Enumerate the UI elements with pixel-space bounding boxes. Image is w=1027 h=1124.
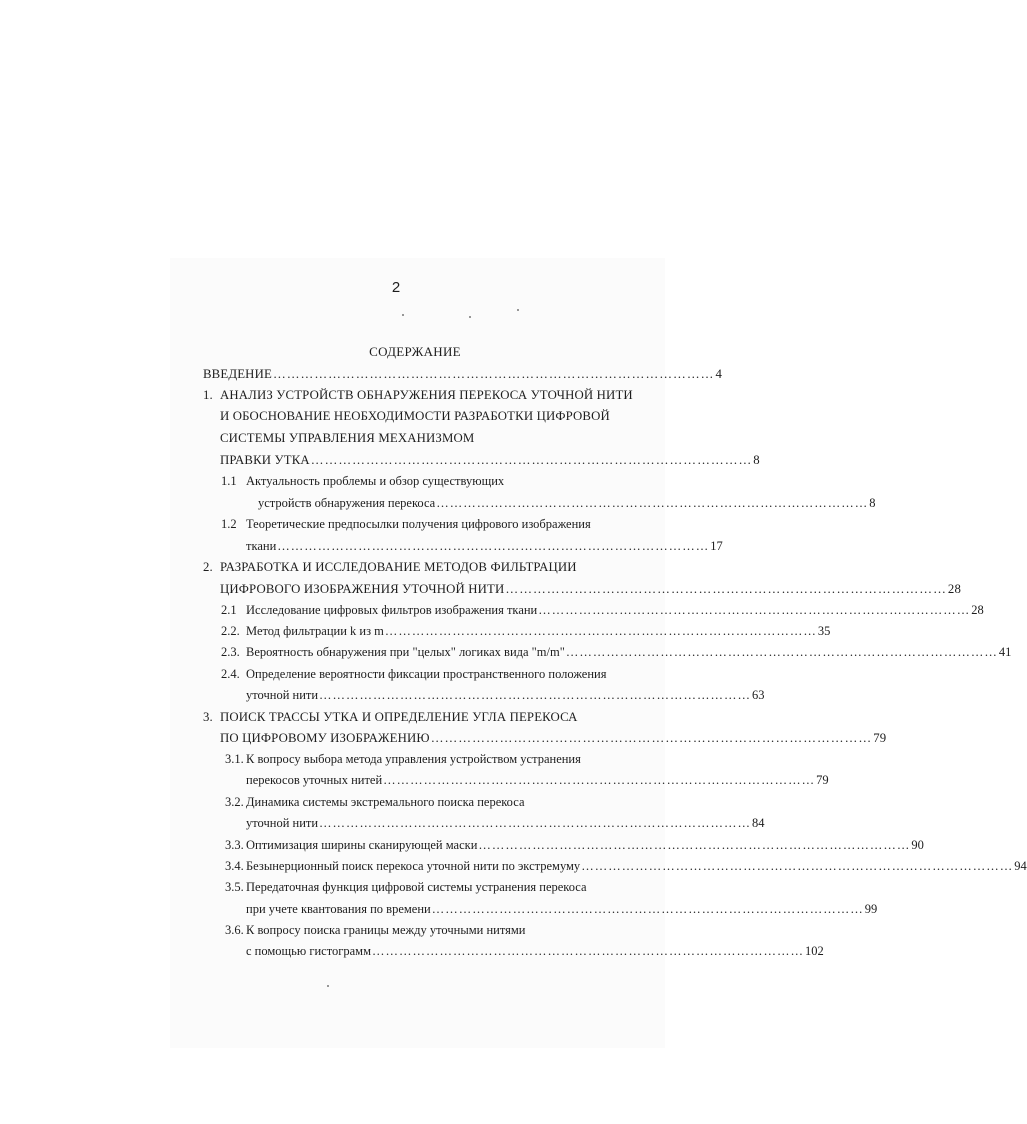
dot-leader: …………………………………………………………………………………… bbox=[565, 645, 998, 659]
toc-entry-label: ВВЕДЕНИЕ bbox=[203, 367, 272, 381]
toc-page-number: 94 bbox=[1014, 859, 1027, 873]
dot-leader: …………………………………………………………………………………… bbox=[310, 453, 753, 467]
section-number: 2.1 bbox=[221, 603, 237, 617]
dot-leader: …………………………………………………………………………………… bbox=[272, 367, 715, 381]
toc-entry-section-1-2[interactable] bbox=[246, 537, 723, 555]
toc-page-number: 35 bbox=[817, 624, 831, 638]
dot-leader: …………………………………………………………………………………… bbox=[581, 859, 1014, 873]
toc-page-number: 90 bbox=[911, 838, 924, 852]
dot-leader: …………………………………………………………………………………… bbox=[277, 539, 710, 553]
dot-leader: …………………………………………………………………………………… bbox=[436, 496, 869, 510]
toc-entry-label: Оптимизация ширины сканирующей маски bbox=[246, 838, 478, 852]
toc-entry-text: Передаточная функция цифровой системы устранения перекоса bbox=[246, 880, 587, 894]
toc-entry-text: Теоретические предпосылки получения цифрового изображения bbox=[246, 517, 591, 531]
toc-entry-chapter-3[interactable] bbox=[220, 729, 887, 747]
toc-page-number: 63 bbox=[752, 688, 765, 702]
toc-entry-label: при учете квантования по времени bbox=[246, 902, 431, 916]
section-number: 1.2 bbox=[221, 517, 237, 531]
toc-entry-chapter-2[interactable] bbox=[220, 580, 961, 598]
toc-page-number: 8 bbox=[753, 453, 760, 467]
toc-entry-section-3-5[interactable] bbox=[246, 900, 878, 918]
toc-entry-text: Определение вероятности фиксации пространственного положения bbox=[246, 667, 607, 681]
toc-entry-section-3-1[interactable] bbox=[246, 771, 829, 789]
toc-entry-label: Вероятность обнаружения при "целых" логиках вида "m/m" bbox=[246, 645, 565, 659]
toc-entry-section-2-1[interactable] bbox=[221, 601, 984, 619]
toc-entry-label: уточной нити bbox=[246, 816, 319, 830]
dot-leader: …………………………………………………………………………………… bbox=[383, 773, 816, 787]
scan-speck bbox=[517, 309, 519, 311]
toc-entry-section-2-3[interactable] bbox=[221, 643, 1012, 661]
dot-leader: …………………………………………………………………………………… bbox=[319, 816, 752, 830]
dot-leader: …………………………………………………………………………………… bbox=[478, 838, 911, 852]
toc-entry-section-3-6[interactable] bbox=[246, 942, 824, 960]
toc-entry-label: Исследование цифровых фильтров изображения ткани bbox=[246, 603, 538, 617]
dot-leader: …………………………………………………………………………………… bbox=[384, 624, 817, 638]
toc-entry-label: Безынерционный поиск перекоса уточной нити по экстремуму bbox=[246, 859, 581, 873]
toc-entry-label: уточной нити bbox=[246, 688, 319, 702]
toc-entry-chapter-1[interactable] bbox=[220, 451, 760, 469]
toc-page-number: 79 bbox=[873, 731, 887, 745]
toc-entry-section-3-3[interactable] bbox=[225, 836, 924, 854]
page-number: 2 bbox=[391, 279, 401, 296]
dot-leader: …………………………………………………………………………………… bbox=[371, 944, 804, 958]
section-number: 3.6. bbox=[225, 923, 244, 937]
section-number: 2.3. bbox=[221, 645, 240, 659]
section-number: 3.1. bbox=[225, 752, 244, 766]
toc-entry-label: ПО ЦИФРОВОМУ ИЗОБРАЖЕНИЮ bbox=[220, 731, 430, 745]
chapter-number: 2. bbox=[203, 560, 213, 574]
toc-entry-text: К вопросу выбора метода управления устройством устранения bbox=[246, 752, 581, 766]
toc-entry-text: И ОБОСНОВАНИЕ НЕОБХОДИМОСТИ РАЗРАБОТКИ ЦИФРОВОЙ bbox=[220, 409, 610, 423]
section-number: 3.5. bbox=[225, 880, 244, 894]
dot-leader: …………………………………………………………………………………… bbox=[431, 902, 864, 916]
toc-entry-text: Актуальность проблемы и обзор существующих bbox=[246, 474, 505, 488]
toc-page-number: 102 bbox=[804, 944, 824, 958]
toc-entry-text: Динамика системы экстремального поиска перекоса bbox=[246, 795, 525, 809]
toc-entry-label: с помощью гистограмм bbox=[246, 944, 371, 958]
toc-page-number: 79 bbox=[816, 773, 829, 787]
scan-speck bbox=[327, 985, 329, 987]
chapter-number: 1. bbox=[203, 388, 213, 402]
toc-entry-section-1-1[interactable] bbox=[258, 494, 876, 512]
toc-entry-intro[interactable] bbox=[203, 365, 722, 383]
section-number: 1.1 bbox=[221, 474, 237, 488]
toc-entry-text: ПОИСК ТРАССЫ УТКА И ОПРЕДЕЛЕНИЕ УГЛА ПЕРЕКОСА bbox=[220, 710, 578, 724]
toc-page-number: 41 bbox=[998, 645, 1012, 659]
toc-entry-label: устройств обнаружения перекоса bbox=[258, 496, 436, 510]
dot-leader: …………………………………………………………………………………… bbox=[538, 603, 971, 617]
toc-title: СОДЕРЖАНИЕ bbox=[369, 344, 461, 359]
toc-entry-label: ПРАВКИ УТКА bbox=[220, 453, 310, 467]
toc-entry-section-2-4[interactable] bbox=[246, 686, 765, 704]
toc-page-number: 99 bbox=[864, 902, 878, 916]
dot-leader: …………………………………………………………………………………… bbox=[505, 582, 947, 596]
section-number: 3.2. bbox=[225, 795, 244, 809]
toc-entry-label: ткани bbox=[246, 539, 277, 553]
toc-entry-text: АНАЛИЗ УСТРОЙСТВ ОБНАРУЖЕНИЯ ПЕРЕКОСА УТОЧНОЙ НИТИ bbox=[220, 388, 633, 402]
dot-leader: …………………………………………………………………………………… bbox=[319, 688, 752, 702]
toc-page-number: 28 bbox=[947, 582, 961, 596]
toc-page-number: 28 bbox=[971, 603, 984, 617]
toc-entry-text: РАЗРАБОТКА И ИССЛЕДОВАНИЕ МЕТОДОВ ФИЛЬТРАЦИИ bbox=[220, 560, 577, 574]
toc-entry-text: К вопросу поиска границы между уточными нитями bbox=[246, 923, 526, 937]
section-number: 3.3. bbox=[225, 838, 244, 852]
toc-page-number: 4 bbox=[715, 367, 722, 381]
toc-entry-section-2-2[interactable] bbox=[221, 622, 831, 640]
section-number: 2.4. bbox=[221, 667, 240, 681]
section-number: 2.2. bbox=[221, 624, 240, 638]
toc-page-number: 84 bbox=[752, 816, 765, 830]
toc-page-number: 17 bbox=[710, 539, 723, 553]
chapter-number: 3. bbox=[203, 710, 213, 724]
scan-speck bbox=[402, 314, 404, 316]
section-number: 3.4. bbox=[225, 859, 244, 873]
dot-leader: …………………………………………………………………………………… bbox=[430, 731, 873, 745]
toc-entry-text: СИСТЕМЫ УПРАВЛЕНИЯ МЕХАНИЗМОМ bbox=[220, 431, 475, 445]
toc-entry-section-3-4[interactable] bbox=[225, 857, 1027, 875]
scan-speck bbox=[469, 316, 471, 318]
toc-entry-label: Метод фильтрации k из m bbox=[246, 624, 384, 638]
toc-entry-section-3-2[interactable] bbox=[246, 814, 765, 832]
toc-entry-label: ЦИФРОВОГО ИЗОБРАЖЕНИЯ УТОЧНОЙ НИТИ bbox=[220, 582, 505, 596]
toc-entry-label: перекосов уточных нитей bbox=[246, 773, 383, 787]
toc-page-number: 8 bbox=[869, 496, 876, 510]
